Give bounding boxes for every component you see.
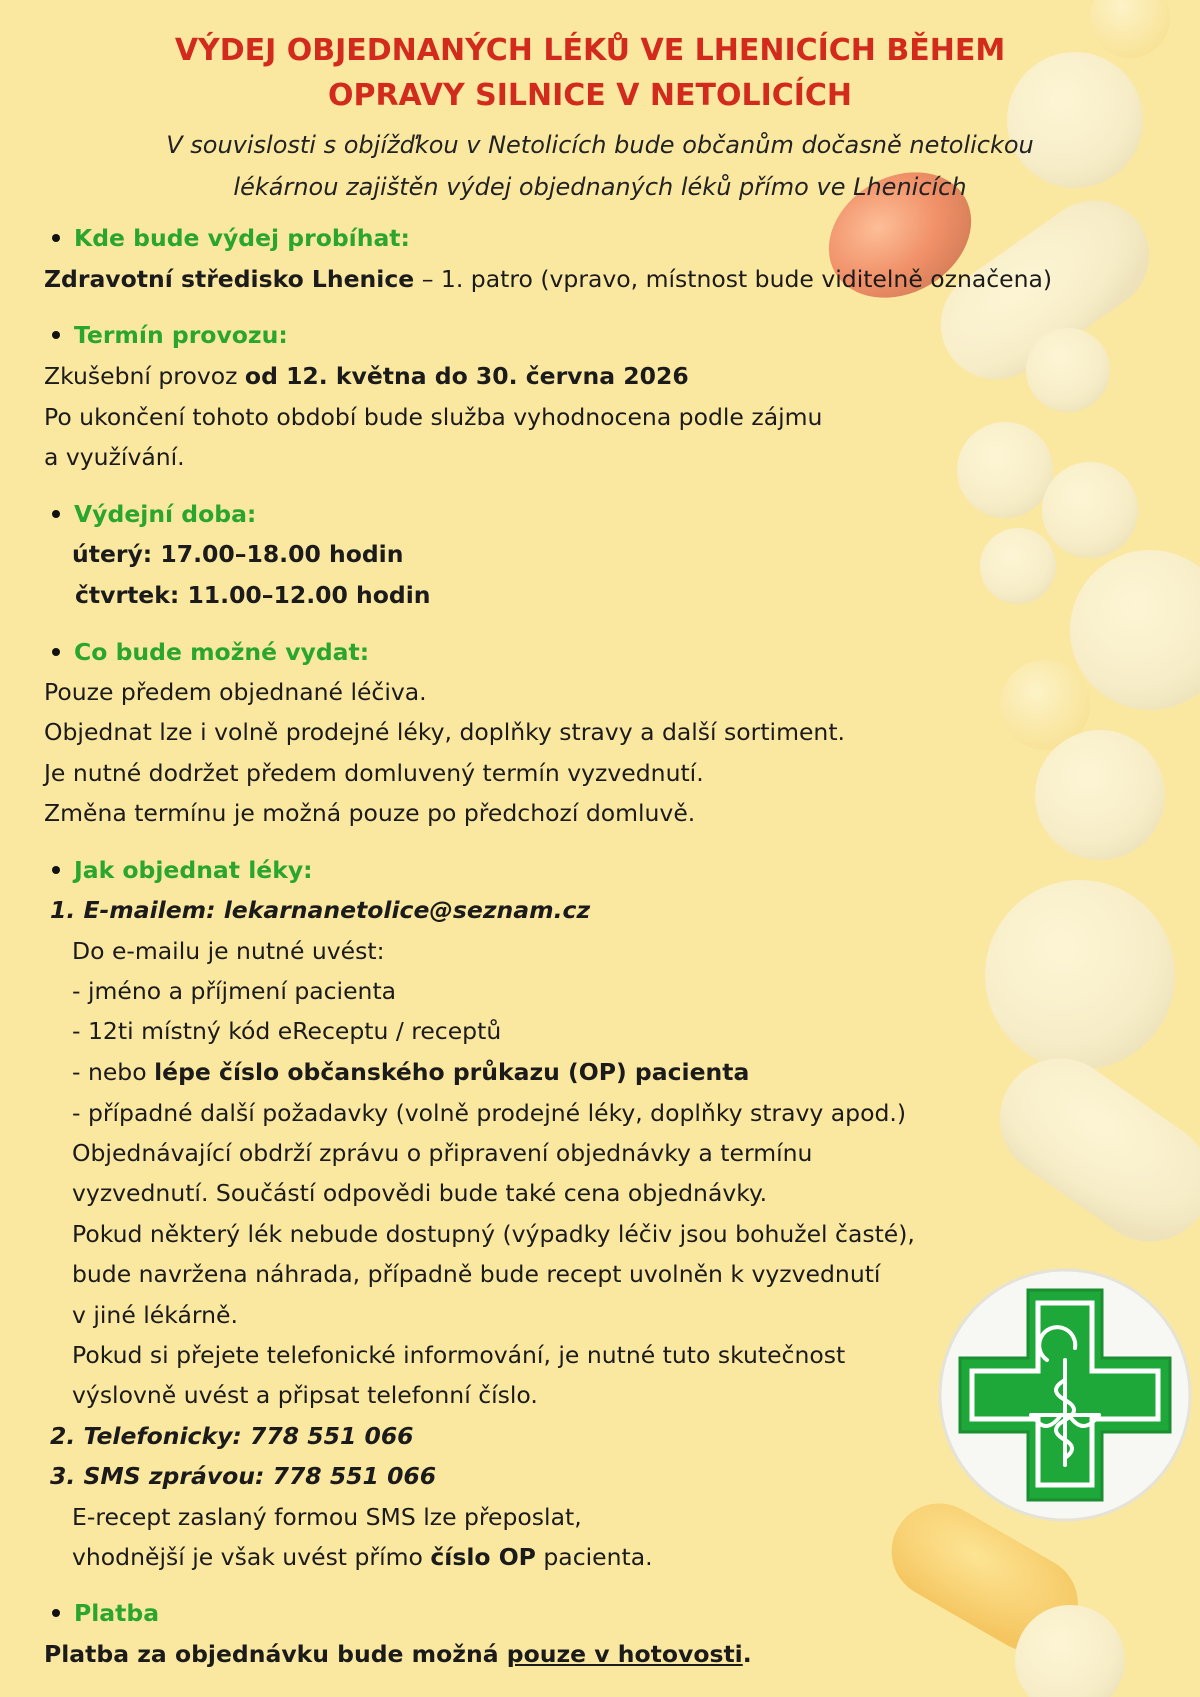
hours-tuesday: úterý: 17.00–18.00 hodin: [72, 540, 404, 568]
payment-suffix: .: [742, 1640, 752, 1668]
heading-label: Termín provozu:: [74, 321, 288, 349]
term-note-line-2: a využívání.: [44, 443, 185, 471]
payment-prefix: Platba za objednávku bude možná: [44, 1640, 507, 1668]
order-paragraph-line: Pokud si přejete telefonické informování, je nutné tuto skutečnost: [72, 1341, 846, 1369]
sms-note-prefix: vhodnější je však uvést přímo: [72, 1543, 431, 1571]
order-sms: 3. SMS zprávou: 778 551 066: [50, 1462, 437, 1490]
term-dates-line: [44, 359, 689, 393]
section-heading-hours: [52, 497, 256, 531]
title-line-2: OPRAVY SILNICE V NETOLICÍCH: [327, 78, 853, 113]
heading-label: Co bude možné vydat:: [74, 638, 370, 666]
bullet-icon: [52, 234, 60, 242]
heading-label: Kde bude výdej probíhat:: [74, 224, 410, 252]
where-detail: – 1. patro (vpravo, místnost bude viditelně označena): [414, 265, 1053, 293]
payment-line: [44, 1637, 752, 1671]
pharmacy-cross-logo: [935, 1265, 1195, 1525]
order-paragraph-line: vyzvednutí. Součástí odpovědi bude také cena objednávky.: [72, 1179, 768, 1207]
bullet-icon: [52, 510, 60, 518]
section-heading-order: [52, 853, 313, 887]
sms-note-suffix: pacienta.: [535, 1543, 653, 1571]
section-heading-what: [52, 635, 369, 669]
order-paragraph-line: v jiné lékárně.: [72, 1301, 238, 1329]
order-item-prefix: - nebo: [72, 1058, 155, 1086]
term-prefix: Zkušební provoz: [44, 362, 245, 390]
bullet-icon: [52, 866, 60, 874]
heading-label: Platba: [74, 1599, 160, 1627]
order-paragraph-line: Objednávající obdrží zprávu o připravení objednávky a termínu: [72, 1139, 813, 1167]
order-sms-note: E-recept zaslaný formou SMS lze přeposlat,: [72, 1503, 582, 1531]
bullet-icon: [52, 648, 60, 656]
section-heading-where: [52, 221, 410, 255]
what-line: Je nutné dodržet předem domluvený termín vyzvednutí.: [44, 759, 704, 787]
hours-thursday: čtvrtek: 11.00–12.00 hodin: [75, 581, 431, 609]
order-item: [72, 1055, 749, 1089]
bullet-icon: [52, 1609, 60, 1617]
where-line: [44, 262, 1052, 296]
intro-line-2: lékárnou zajištěn výdej objednaných léků přímo ve Lhenicích: [233, 173, 967, 201]
term-dates: od 12. května do 30. června 2026: [244, 362, 689, 390]
where-place: Zdravotní středisko Lhenice: [44, 265, 415, 293]
order-paragraph-line: výslovně uvést a připsat telefonní číslo.: [72, 1381, 538, 1409]
order-sms-note: [72, 1540, 653, 1574]
order-email-intro: Do e-mailu je nutné uvést:: [72, 937, 385, 965]
intro-text: [40, 124, 1160, 208]
title-line-1: VÝDEJ OBJEDNANÝCH LÉKŮ VE LHENICÍCH BĚHEM: [174, 33, 1006, 68]
page-title: [60, 28, 1120, 118]
sms-note-bold: číslo OP: [430, 1543, 536, 1571]
order-item: - jméno a příjmení pacienta: [72, 977, 397, 1005]
what-line: Objednat lze i volně prodejné léky, doplňky stravy a další sortiment.: [44, 718, 845, 746]
section-heading-payment: [52, 1596, 159, 1630]
order-item: - 12ti místný kód eReceptu / receptů: [72, 1017, 502, 1045]
what-line: Pouze předem objednané léčiva.: [44, 678, 427, 706]
order-phone: 2. Telefonicky: 778 551 066: [50, 1422, 414, 1450]
order-item-bold: lépe číslo občanského průkazu (OP) pacienta: [154, 1058, 750, 1086]
intro-line-1: V souvislosti s objížďkou v Netolicích bude občanům dočasně netolickou: [166, 131, 1034, 159]
order-item: - případné další požadavky (volně prodejné léky, doplňky stravy apod.): [72, 1099, 907, 1127]
order-paragraph-line: Pokud některý lék nebude dostupný (výpadky léčiv jsou bohužel časté),: [72, 1220, 915, 1248]
term-note-line-1: Po ukončení tohoto období bude služba vyhodnocena podle zájmu: [44, 403, 823, 431]
payment-underlined: pouze v hotovosti: [506, 1640, 743, 1668]
heading-label: Jak objednat léky:: [74, 856, 313, 884]
what-line: Změna termínu je možná pouze po předchozí domluvě.: [44, 799, 696, 827]
bullet-icon: [52, 331, 60, 339]
order-paragraph-line: bude navržena náhrada, případně bude recept uvolněn k vyzvednutí: [72, 1260, 881, 1288]
order-email-title: 1. E-mailem: lekarnanetolice@seznam.cz: [50, 896, 591, 924]
section-heading-term: [52, 318, 288, 352]
heading-label: Výdejní doba:: [74, 500, 257, 528]
